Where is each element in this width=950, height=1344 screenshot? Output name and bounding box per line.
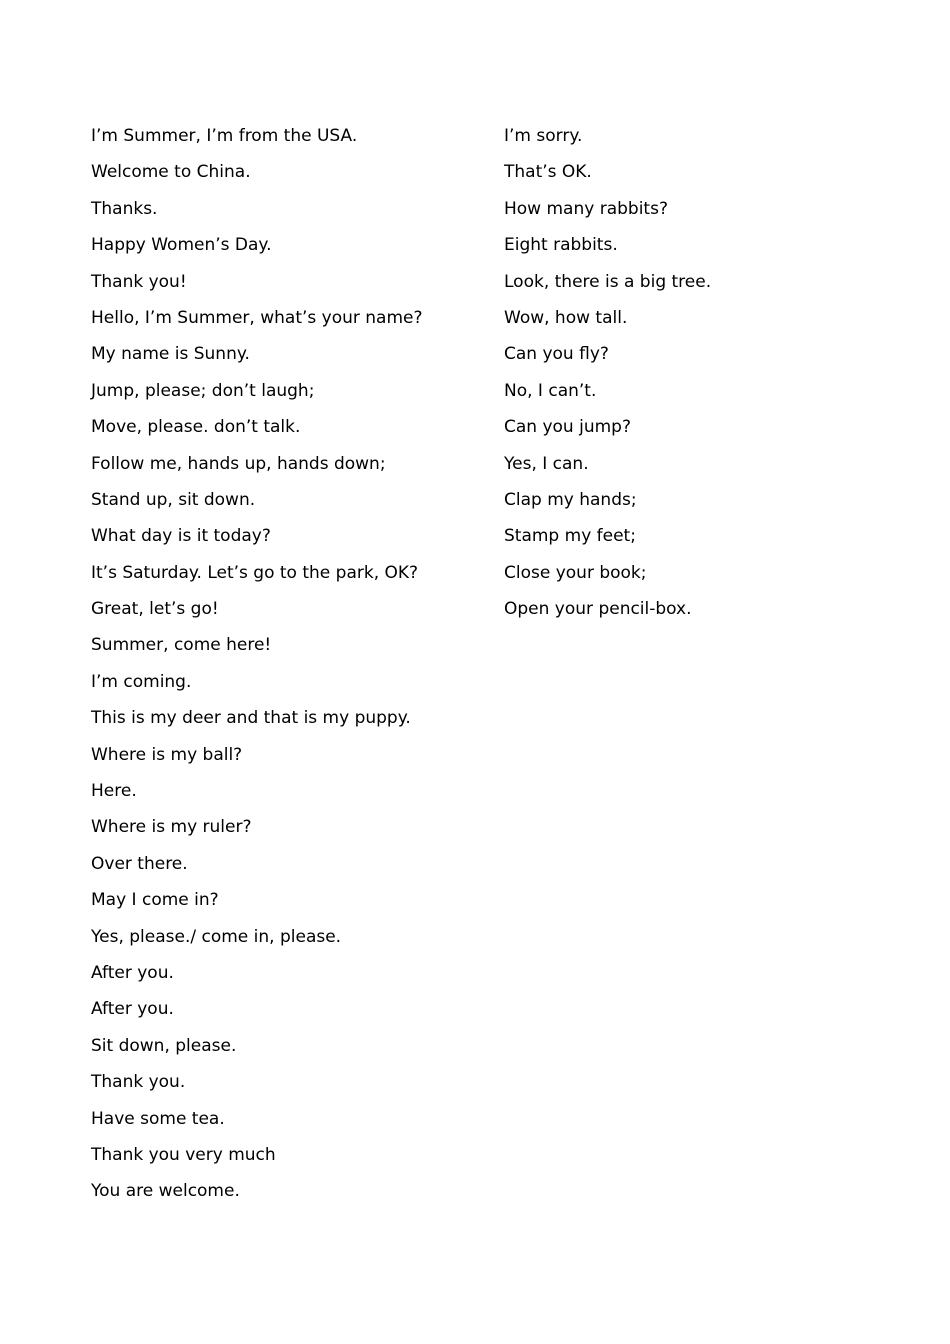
dialogue-line: Thank you! [91, 271, 187, 292]
dialogue-line: Can you fly? [504, 344, 609, 365]
dialogue-line: Follow me, hands up, hands down; [91, 453, 386, 474]
dialogue-line: How many rabbits? [504, 198, 668, 219]
dialogue-line: Yes, I can. [504, 453, 589, 474]
right-column [504, 124, 904, 633]
dialogue-line: Stand up, sit down. [91, 489, 256, 510]
dialogue-line: Where is my ruler? [91, 817, 252, 838]
dialogue-line: Summer, come here! [91, 635, 272, 656]
dialogue-line: What day is it today? [91, 526, 271, 547]
dialogue-line: Hello, I’m Summer, what’s your name? [91, 307, 423, 328]
dialogue-line: Thank you. [91, 1072, 186, 1093]
dialogue-line: Jump, please; don’t laugh; [91, 380, 315, 401]
dialogue-line: After you. [91, 962, 174, 983]
dialogue-line: Wow, how tall. [504, 307, 628, 328]
dialogue-line: Thank you very much [91, 1144, 276, 1165]
left-column [91, 124, 491, 1216]
dialogue-line: This is my deer and that is my puppy. [91, 708, 411, 729]
dialogue-line: Open your pencil-box. [504, 599, 692, 620]
dialogue-line: May I come in? [91, 890, 219, 911]
dialogue-line: Clap my hands; [504, 489, 637, 510]
dialogue-line: It’s Saturday. Let’s go to the park, OK? [91, 562, 419, 583]
dialogue-line: Here. [91, 781, 137, 802]
dialogue-line: Welcome to China. [91, 162, 251, 183]
dialogue-line: Have some tea. [91, 1108, 225, 1129]
dialogue-line: You are welcome. [91, 1181, 240, 1202]
dialogue-line: Happy Women’s Day. [91, 235, 272, 256]
dialogue-line: No, I can’t. [504, 380, 597, 401]
dialogue-line: That’s OK. [504, 162, 592, 183]
dialogue-line: My name is Sunny. [91, 344, 250, 365]
dialogue-line: Move, please. don’t talk. [91, 417, 301, 438]
dialogue-line: I’m coming. [91, 671, 192, 692]
dialogue-line: Stamp my feet; [504, 526, 636, 547]
dialogue-line: Yes, please./ come in, please. [91, 926, 342, 947]
dialogue-line: Can you jump? [504, 417, 631, 438]
dialogue-line: I’m sorry. [504, 126, 583, 146]
dialogue-line: Over there. [91, 853, 188, 874]
dialogue-line: Close your book; [504, 562, 647, 583]
dialogue-line: Where is my ball? [91, 744, 243, 765]
dialogue-line: Sit down, please. [91, 1035, 237, 1056]
dialogue-line: Great, let’s go! [91, 599, 219, 620]
dialogue-line: I’m Summer, I’m from the USA. [91, 126, 358, 146]
dialogue-line: Look, there is a big tree. [504, 271, 712, 292]
dialogue-line: Eight rabbits. [504, 235, 618, 256]
dialogue-line: After you. [91, 999, 174, 1020]
dialogue-line: Thanks. [91, 198, 158, 219]
